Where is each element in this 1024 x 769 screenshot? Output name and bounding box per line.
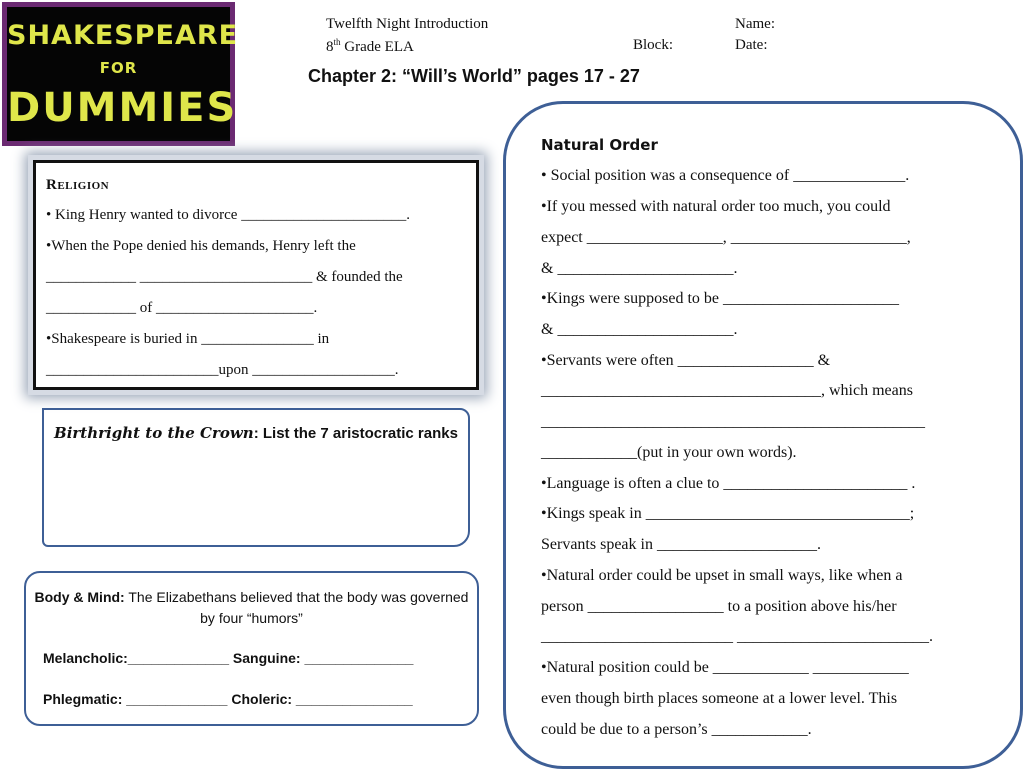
natural-order-line: ____________(put in your own words). [541, 444, 797, 461]
natural-order-line: Servants speak in ____________________. [541, 536, 821, 553]
natural-order-line: ___________________________________, which means [541, 382, 913, 399]
natural-order-heading: Natural Order [541, 136, 658, 154]
natural-order-section [503, 101, 1023, 769]
humors-row-2: Phlegmatic: _____________ Choleric: _______________ [43, 691, 413, 707]
religion-line: •Shakespeare is buried in _______________ in [46, 331, 330, 347]
birthright-title [44, 424, 468, 443]
natural-order-line: ________________________________________________ [541, 413, 925, 430]
religion-section [33, 160, 479, 390]
birthright-title-fancy: Birthright to the Crown [54, 424, 254, 442]
course-title: Twelfth Night Introduction [326, 16, 489, 32]
birthright-section [42, 408, 470, 547]
natural-order-line: person _________________ to a position above his/her [541, 598, 897, 615]
date-label: Date: [735, 37, 768, 53]
religion-line: • King Henry wanted to divorce ______________________. [46, 207, 410, 223]
natural-order-line: & ______________________. [541, 321, 738, 338]
natural-order-line: •Language is often a clue to _______________________ . [541, 475, 916, 492]
block-label: Block: [633, 37, 673, 53]
religion-line: ____________ _______________________ & founded the [46, 269, 403, 285]
religion-line: ____________ of _____________________. [46, 300, 318, 316]
logo-line-3: DUMMIES [7, 85, 238, 131]
natural-order-line: •Servants were often _________________ & [541, 352, 831, 369]
natural-order-line: •Natural position could be ____________ ____________ [541, 659, 909, 676]
natural-order-line: •Kings speak in _________________________________; [541, 505, 915, 522]
religion-line: •When the Pope denied his demands, Henry left the [46, 238, 356, 254]
natural-order-line: •If you messed with natural order too much, you could [541, 198, 891, 215]
natural-order-line: ________________________ ________________________. [541, 628, 933, 645]
natural-order-line: could be due to a person’s ____________. [541, 721, 812, 738]
logo-line-1: SHAKESPEARE [7, 20, 239, 51]
natural-order-line: •Kings were supposed to be ______________________ [541, 290, 900, 307]
humors-row-1: Melancholic:_____________ Sanguine: ______________ [43, 650, 414, 666]
body-mind-section [24, 571, 479, 726]
logo-line-2: FOR [99, 59, 138, 77]
shakespeare-for-dummies-logo [2, 2, 239, 146]
body-mind-heading: Body & Mind: [34, 589, 125, 605]
name-label: Name: [735, 16, 775, 32]
religion-line: _______________________upon ___________________. [46, 362, 399, 378]
natural-order-line: & ______________________. [541, 260, 738, 277]
natural-order-line: even though birth places someone at a lower level. This [541, 690, 898, 707]
natural-order-line: •Natural order could be upset in small ways, like when a [541, 567, 903, 584]
natural-order-line: • Social position was a consequence of ______________. [541, 167, 910, 184]
birthright-title-plain: : List the 7 aristocratic ranks [253, 425, 458, 442]
grade-label: 8th Grade ELA [326, 37, 414, 55]
religion-heading: Religion [46, 177, 110, 193]
body-mind-description: The Elizabethans believed that the body was governed by four “humors” [124, 589, 469, 626]
chapter-title: Chapter 2: “Will’s World” pages 17 - 27 [308, 66, 640, 86]
body-mind-intro [26, 587, 477, 629]
natural-order-line: expect _________________, ______________________, [541, 229, 911, 246]
